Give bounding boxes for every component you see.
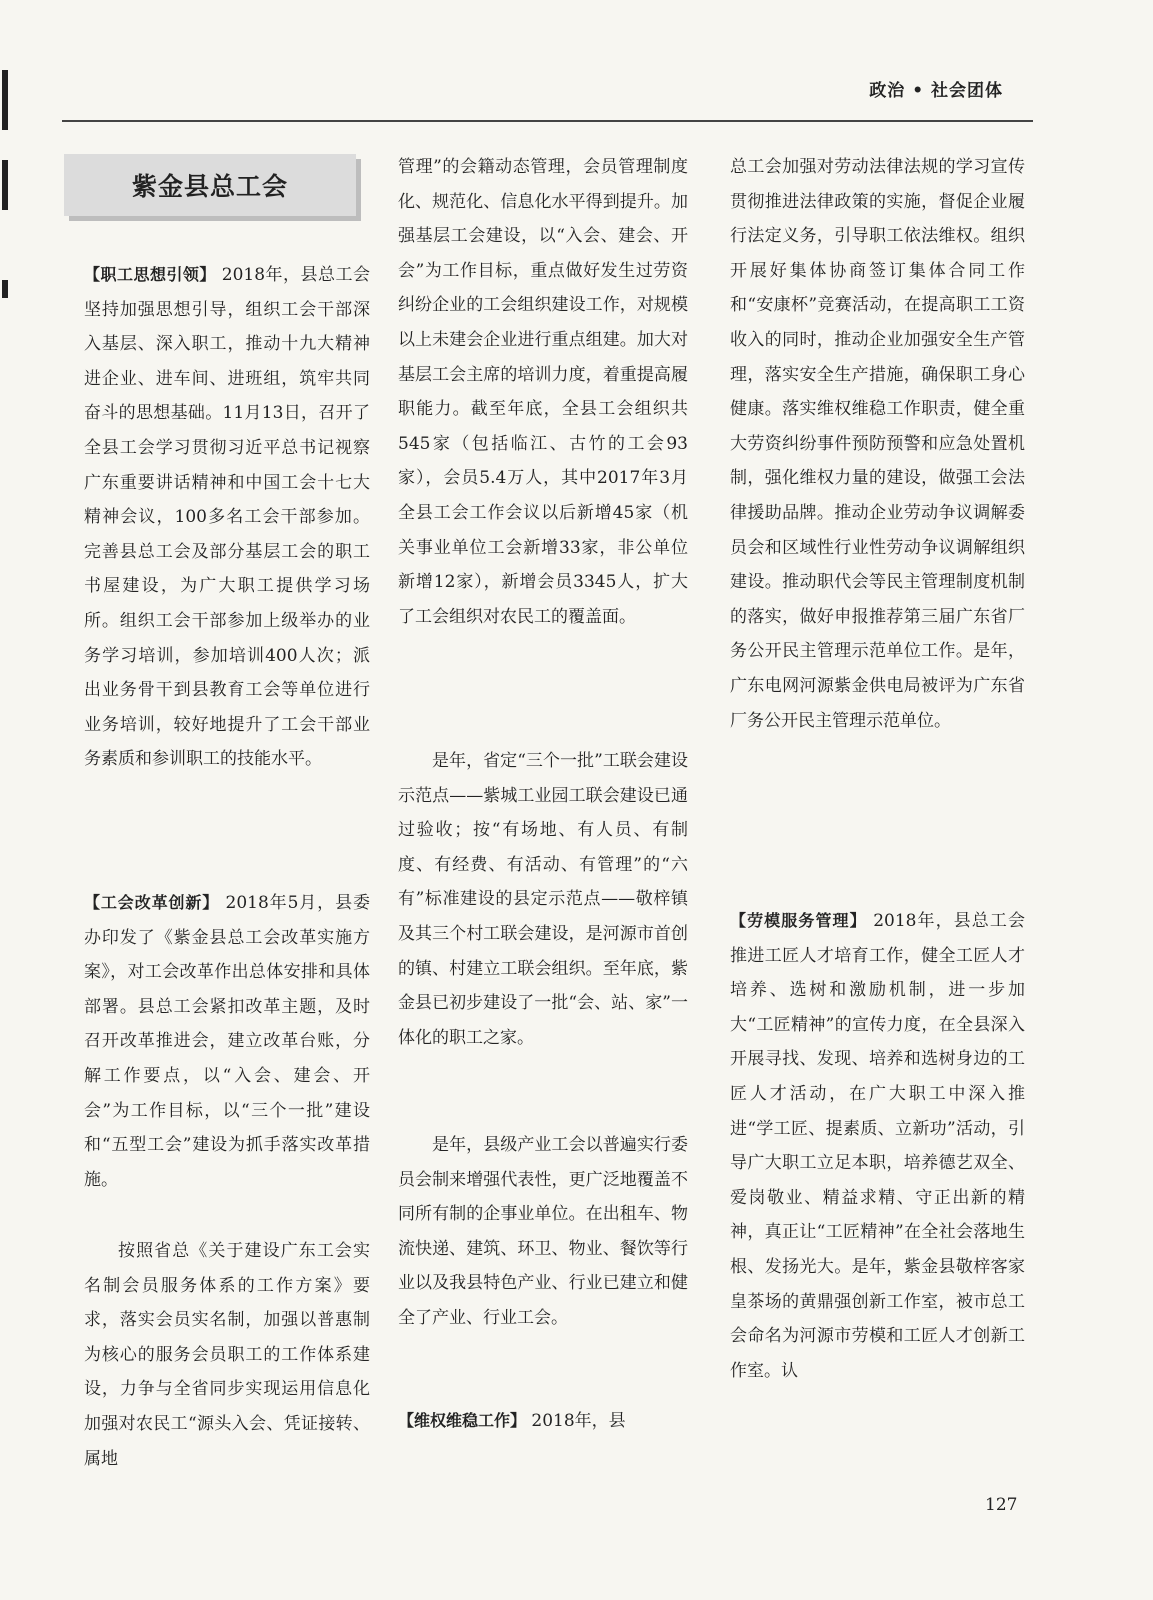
page-binding-marks [0, 0, 12, 320]
page-number: 127 [985, 1495, 1018, 1515]
text-labor-law: 总工会加强对劳动法律法规的学习宣传贯彻推进法律政策的实施，督促企业履行法定义务，引导职工依法维权。组织开展好集体协商签订集体合同工作和“安康杯”竞赛活动，在提高职工工资收入的同时，推动企业加强安全生产管理，落实安全生产措施，确保职工身心健康。落实维权维稳工作职责，健全重大劳资纠纷事件预防预警和应急处置机制，强化维权力量的建设，做强工会法律援助品牌。推动企业劳动争议调解委员会和区域性行业性劳动争议调解组织建设。推动职代会等民主管理制度机制的落实，做好申报推荐第三届广东省厂务公开民主管理示范单位工作。是年，广东电网河源紫金供电局被评为广东省厂务公开民主管理示范单位。 [730, 157, 1025, 731]
paragraph-reform-innovation [84, 886, 370, 1197]
text-thought-guidance: 2018年，县总工会坚持加强思想引导，组织工会干部深入基层、深入职工，推动十九大精神进企业、进车间、进班组，筑牢共同奋斗的思想基础。11月13日，召开了全县工会学习贯彻习近平总书记视察广东重要讲话精神和中国工会十七大精神会议，100多名工会干部参加。完善县总工会及部分基层工会的职工书屋建设，为广大职工提供学习场所。组织工会干部参加上级举办的业务学习培训，参加培训400人次；派出业务骨干到县教育工会等单位进行业务培训，较好地提升了工会干部业务素质和参训职工的技能水平。 [84, 265, 370, 770]
article-title-box [64, 154, 356, 216]
paragraph-demonstration-sites [398, 744, 688, 1055]
paragraph-membership-management [398, 150, 688, 634]
text-realname-membership: 按照省总《关于建设广东工会实名制会员服务体系的工作方案》要求，落实会员实名制，加强以普惠制为核心的服务会员职工的工作体系建设，力争与全省同步实现运用信息化加强对农民工“源头入会、凭证接转、属地 [84, 1241, 370, 1469]
text-membership-management: 管理”的会籍动态管理，会员管理制度化、规范化、信息化水平得到提升。加强基层工会建设，以“入会、建会、开会”为工作目标，重点做好发生过劳资纠纷企业的工会组织建设工作，对规模以上未建会企业进行重点组建。加大对基层工会主席的培训力度，着重提高履职能力。截至年底，全县工会组织共545家（包括临江、古竹的工会93家），会员5.4万人，其中2017年3月全县工会工作会议以后新增45家（机关事业单位工会新增33家，非公单位新增12家），新增会员3345人，扩大了工会组织对农民工的覆盖面。 [398, 157, 688, 627]
text-model-workers: 2018年，县总工会推进工匠人才培育工作，健全工匠人才培养、选树和激励机制，进一步加大“工匠精神”的宣传力度，在全县深入开展寻找、发现、培养和选树身边的工匠人才活动，在广大职工中深入推进“学工匠、提素质、立新功”活动，引导广大职工立足本职，培养德艺双全、爱岗敬业、精益求精、守正出新的精神，真正让“工匠精神”在全社会落地生根、发扬光大。是年，紫金县敬梓客家皇茶场的黄鼎强创新工作室，被市总工会命名为河源市劳模和工匠人才创新工作室。认 [730, 911, 1025, 1381]
paragraph-labor-law [730, 150, 1025, 738]
article-title: 紫金县总工会 [131, 172, 288, 201]
text-demonstration-sites: 是年，省定“三个一批”工联会建设示范点——紫城工业园工联会建设已通过验收；按“有场地、有人员、有制度、有经费、有活动、有管理”的“六有”标准建设的县定示范点——敬梓镇及其三个村工联会建设，是河源市首创的镇、村建立工联会组织。至年底，紫金县已初步建设了一批“会、站、家”一体化的职工之家。 [398, 751, 688, 1048]
text-industry-unions: 是年，县级产业工会以普遍实行委员会制来增强代表性，更广泛地覆盖不同所有制的企事业单位。在出租车、物流快递、建筑、环卫、物业、餐饮等行业以及我县特色产业、行业已建立和健全了产业、行业工会。 [398, 1135, 688, 1328]
paragraph-model-workers [730, 904, 1025, 1388]
heading-rights-stability: 【维权维稳工作】 [398, 1411, 527, 1430]
paragraph-realname-membership [84, 1234, 370, 1476]
paragraph-thought-guidance [84, 258, 370, 777]
paragraph-industry-unions [398, 1128, 688, 1336]
section-header: 政治 • 社会团体 [869, 81, 1003, 101]
text-reform-innovation: 2018年5月，县委办印发了《紫金县总工会改革实施方案》，对工会改革作出总体安排和具体部署。县总工会紧扣改革主题，及时召开改革推进会，建立改革台账，分解工作要点，以“入会、建会、开会”为工作目标，以“三个一批”建设和“五型工会”建设为抓手落实改革措施。 [84, 893, 370, 1190]
text-rights-stability: 2018年，县 [526, 1411, 626, 1431]
heading-model-workers: 【劳模服务管理】 [730, 911, 867, 930]
header-rule [62, 120, 1033, 122]
heading-thought-guidance: 【职工思想引领】 [84, 265, 216, 284]
paragraph-rights-stability [398, 1404, 688, 1439]
heading-reform-innovation: 【工会改革创新】 [84, 893, 220, 912]
